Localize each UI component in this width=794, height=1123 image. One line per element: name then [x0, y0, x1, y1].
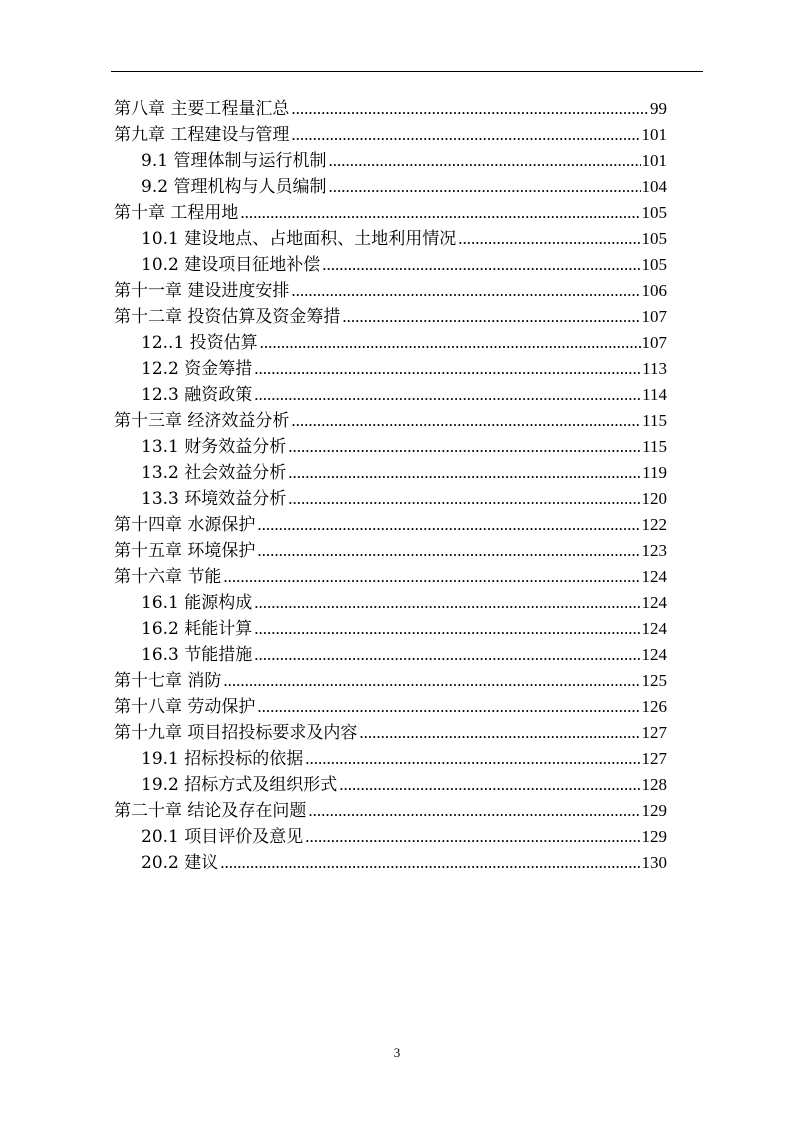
page-number: 3: [393, 1045, 401, 1060]
toc-entry-title: 12.2 资金筹措: [141, 359, 253, 379]
toc-section-entry[interactable]: [114, 356, 667, 382]
toc-entry-page-number: 105: [641, 203, 667, 222]
toc-chapter-entry[interactable]: [114, 96, 667, 122]
toc-entry-title: 第十六章 节能: [114, 567, 222, 587]
toc-dot-leader: [254, 642, 640, 668]
toc-entry-title: 20.2 建议: [141, 853, 219, 873]
toc-dot-leader: [240, 200, 640, 226]
toc-dot-leader: [254, 590, 640, 616]
toc-entry-page-number: 126: [641, 697, 667, 716]
toc-entry-title: 第十九章 项目招投标要求及内容: [114, 723, 358, 743]
toc-entry-title: 10.2 建设项目征地补偿: [141, 255, 321, 275]
toc-entry-title: 第十一章 建设进度安排: [114, 281, 290, 301]
toc-section-entry[interactable]: [114, 746, 667, 772]
toc-section-entry[interactable]: [114, 330, 667, 356]
toc-entry-title: 9.1 管理体制与运行机制: [141, 151, 327, 171]
toc-entry-page-number: 127: [641, 749, 667, 768]
toc-entry-page-number: 119: [642, 463, 667, 482]
table-of-contents: [114, 96, 667, 876]
toc-dot-leader: [288, 434, 641, 460]
toc-dot-leader: [291, 278, 640, 304]
toc-entry-title: 第十四章 水源保护: [114, 515, 256, 535]
toc-entry-page-number: 106: [641, 281, 667, 300]
toc-section-entry[interactable]: [114, 174, 667, 200]
toc-dot-leader: [308, 798, 640, 824]
toc-dot-leader: [254, 382, 641, 408]
toc-dot-leader: [305, 746, 640, 772]
toc-dot-leader: [291, 122, 640, 148]
toc-section-entry[interactable]: [114, 590, 667, 616]
toc-entry-title: 第九章 工程建设与管理: [114, 125, 290, 145]
toc-chapter-entry[interactable]: [114, 798, 667, 824]
toc-section-entry[interactable]: [114, 642, 667, 668]
toc-section-entry[interactable]: [114, 772, 667, 798]
toc-entry-page-number: 124: [641, 645, 667, 664]
toc-dot-leader: [257, 538, 640, 564]
toc-dot-leader: [260, 330, 641, 356]
toc-chapter-entry[interactable]: [114, 564, 667, 590]
toc-section-entry[interactable]: [114, 616, 667, 642]
toc-entry-page-number: 115: [642, 437, 667, 456]
toc-entry-title: 16.1 能源构成: [141, 593, 253, 613]
toc-entry-title: 10.1 建设地点、占地面积、土地利用情况: [141, 229, 457, 249]
toc-entry-page-number: 125: [641, 671, 667, 690]
toc-entry-page-number: 104: [641, 177, 667, 196]
toc-entry-title: 19.1 招标投标的依据: [141, 749, 304, 769]
toc-dot-leader: [254, 356, 641, 382]
toc-entry-title: 13.3 环境效益分析: [141, 489, 287, 509]
toc-entry-title: 16.3 节能措施: [141, 645, 253, 665]
toc-section-entry[interactable]: [114, 226, 667, 252]
toc-entry-page-number: 122: [641, 515, 667, 534]
toc-chapter-entry[interactable]: [114, 720, 667, 746]
toc-chapter-entry[interactable]: [114, 278, 667, 304]
toc-dot-leader: [223, 564, 640, 590]
toc-entry-page-number: 107: [641, 333, 667, 352]
toc-section-entry[interactable]: [114, 382, 667, 408]
toc-dot-leader: [257, 694, 640, 720]
toc-section-entry[interactable]: [114, 460, 667, 486]
toc-dot-leader: [359, 720, 640, 746]
toc-section-entry[interactable]: [114, 850, 667, 876]
toc-entry-title: 9.2 管理机构与人员编制: [141, 177, 327, 197]
toc-dot-leader: [328, 174, 640, 200]
toc-chapter-entry[interactable]: [114, 200, 667, 226]
toc-entry-page-number: 130: [641, 853, 667, 872]
toc-entry-title: 第十八章 劳动保护: [114, 697, 256, 717]
toc-entry-title: 第十二章 投资估算及资金筹措: [114, 307, 341, 327]
toc-dot-leader: [288, 486, 640, 512]
toc-entry-page-number: 101: [641, 125, 667, 144]
toc-dot-leader: [254, 616, 640, 642]
toc-section-entry[interactable]: [114, 434, 667, 460]
toc-section-entry[interactable]: [114, 252, 667, 278]
toc-entry-page-number: 128: [641, 775, 667, 794]
toc-dot-leader: [220, 850, 640, 876]
toc-dot-leader: [291, 96, 649, 122]
toc-dot-leader: [305, 824, 640, 850]
toc-dot-leader: [458, 226, 640, 252]
toc-entry-page-number: 101: [641, 151, 667, 170]
toc-entry-page-number: 105: [641, 229, 667, 248]
toc-entry-title: 13.2 社会效益分析: [141, 463, 287, 483]
header-rule: [111, 71, 703, 72]
toc-dot-leader: [291, 408, 641, 434]
toc-entry-page-number: 129: [641, 801, 667, 820]
toc-entry-title: 第二十章 结论及存在问题: [114, 801, 307, 821]
toc-chapter-entry[interactable]: [114, 668, 667, 694]
toc-entry-title: 第十三章 经济效益分析: [114, 411, 290, 431]
toc-entry-title: 第十五章 环境保护: [114, 541, 256, 561]
toc-dot-leader: [339, 772, 640, 798]
toc-entry-title: 16.2 耗能计算: [141, 619, 253, 639]
toc-entry-title: 19.2 招标方式及组织形式: [141, 775, 338, 795]
toc-entry-title: 第十七章 消防: [114, 671, 222, 691]
toc-entry-page-number: 124: [641, 567, 667, 586]
toc-chapter-entry[interactable]: [114, 512, 667, 538]
toc-dot-leader: [257, 512, 640, 538]
toc-chapter-entry[interactable]: [114, 538, 667, 564]
toc-entry-page-number: 127: [641, 723, 667, 742]
toc-entry-page-number: 114: [642, 385, 667, 404]
toc-entry-page-number: 115: [642, 411, 667, 430]
toc-entry-page-number: 120: [641, 489, 667, 508]
toc-entry-page-number: 113: [642, 359, 667, 378]
toc-entry-page-number: 129: [641, 827, 667, 846]
toc-entry-page-number: 105: [641, 255, 667, 274]
toc-entry-title: 第十章 工程用地: [114, 203, 239, 223]
toc-entry-title: 20.1 项目评价及意见: [141, 827, 304, 847]
toc-entry-page-number: 124: [641, 619, 667, 638]
toc-chapter-entry[interactable]: [114, 304, 667, 330]
toc-chapter-entry[interactable]: [114, 122, 667, 148]
toc-section-entry[interactable]: [114, 486, 667, 512]
toc-dot-leader: [223, 668, 640, 694]
toc-entry-title: 12.3 融资政策: [141, 385, 253, 405]
toc-entry-page-number: 99: [650, 99, 667, 118]
toc-section-entry[interactable]: [114, 148, 667, 174]
toc-entry-page-number: 124: [641, 593, 667, 612]
toc-dot-leader: [322, 252, 640, 278]
toc-dot-leader: [328, 148, 640, 174]
toc-chapter-entry[interactable]: [114, 408, 667, 434]
toc-entry-title: 12..1 投资估算: [141, 333, 258, 353]
toc-entry-page-number: 107: [641, 307, 667, 326]
toc-entry-title: 第八章 主要工程量汇总: [114, 99, 290, 119]
toc-section-entry[interactable]: [114, 824, 667, 850]
toc-entry-page-number: 123: [641, 541, 667, 560]
toc-dot-leader: [288, 460, 641, 486]
toc-entry-title: 13.1 财务效益分析: [141, 437, 287, 457]
toc-chapter-entry[interactable]: [114, 694, 667, 720]
toc-dot-leader: [342, 304, 640, 330]
